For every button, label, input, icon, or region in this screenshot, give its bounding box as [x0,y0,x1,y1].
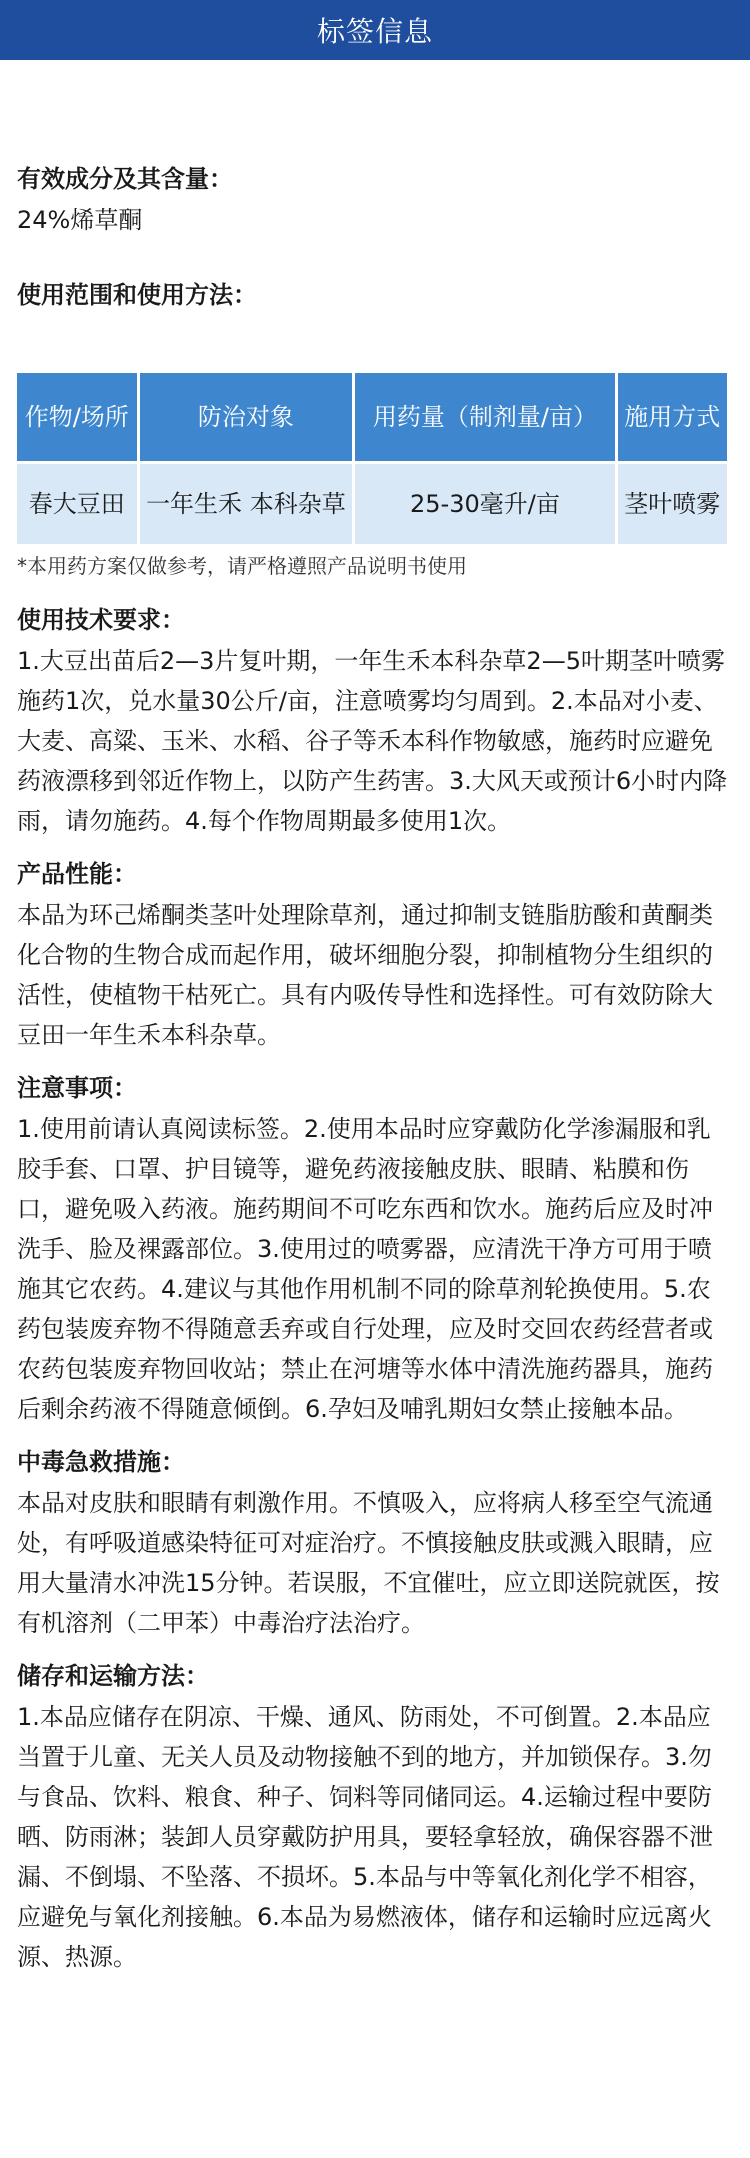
table-cell-target: 一年生禾 本科杂草 [140,464,353,544]
usage-table [14,370,730,547]
usage-title: 使用范围和使用方法： [17,281,257,309]
table-row [17,464,727,544]
storage-text: 1.本品应储存在阴凉、干燥、通风、防雨处，不可倒置。2.本品应当置于儿童、无关人员及动物接触不到的地方，并加锁保存。3.勿与食品、饮料、粮食、种子、饲料等同储同运。4.运输过程中要防晒、防雨淋；装卸人员穿戴防护用具，要轻拿轻放，确保容器不泄漏、不倒塌、不坠落、不损坏。5.本品与中等氧化剂化学不相容，应避免与氧化剂接触。6.本品为易燃液体，储存和运输时应远离火源、热源。 [17,1703,713,1971]
first-aid-text: 本品对皮肤和眼睛有刺激作用。不慎吸入，应将病人移至空气流通处，有呼吸道感染特征可对症治疗。不慎接触皮肤或溅入眼睛，应用大量清水冲洗15分钟。若误服，不宜催吐，应立即送院就医，按有机溶剂（二甲苯）中毒治疗法治疗。 [17,1489,720,1637]
storage-title: 储存和运输方法： [17,1662,209,1690]
usage-table-wrapper [17,370,733,547]
table-header-dosage: 用药量（制剂量/亩） [355,373,614,461]
performance-text: 本品为环己烯酮类茎叶处理除草剂，通过抑制支链脂肪酸和黄酮类化合物的生物合成而起作用，破坏细胞分裂，抑制植物分生组织的活性，使植物干枯死亡。具有内吸传导性和选择性。可有效防除大豆田一年生禾本科杂草。 [17,901,713,1049]
table-cell-crop: 春大豆田 [17,464,137,544]
table-cell-method: 茎叶喷雾 [618,464,727,544]
first-aid-title: 中毒急救措施： [17,1448,185,1476]
table-header-target: 防治对象 [140,373,353,461]
table-header-method: 施用方式 [618,373,727,461]
precautions-text: 1.使用前请认真阅读标签。2.使用本品时应穿戴防化学渗漏服和乳胶手套、口罩、护目镜等，避免药液接触皮肤、眼睛、粘膜和伤口，避免吸入药液。施药期间不可吃东西和饮水。施药后应及时冲洗手、脸及裸露部位。3.使用过的喷雾器，应清洗干净方可用于喷施其它农药。4.建议与其他作用机制不同的除草剂轮换使用。5.农药包装废弃物不得随意丢弃或自行处理，应及时交回农药经营者或农药包装废弃物回收站；禁止在河塘等水体中清洗施药器具，施药后剩余药液不得随意倾倒。6.孕妇及哺乳期妇女禁止接触本品。 [17,1115,713,1423]
ingredients-value: 24%烯草酮 [17,206,143,234]
ingredients-title: 有效成分及其含量： [17,165,233,193]
technical-text: 1.大豆出苗后2—3片复叶期，一年生禾本科杂草2—5叶期茎叶喷雾施药1次，兑水量30公斤/亩，注意喷雾均匀周到。2.本品对小麦、大麦、高粱、玉米、水稻、谷子等禾本科作物敏感，施药时应避免药液漂移到邻近作物上，以防产生药害。3.大风天或预计6小时内降雨，请勿施药。4.每个作物周期最多使用1次。 [17,647,728,835]
usage-note: *本用药方案仅做参考，请严格遵照产品说明书使用 [17,554,467,578]
precautions-title: 注意事项： [17,1074,137,1102]
performance-title: 产品性能： [17,860,137,888]
page-title: 标签信息 [316,15,433,48]
usage-table-header-row [17,373,727,461]
page-header [0,0,750,60]
table-header-crop: 作物/场所 [17,373,137,461]
table-cell-dosage: 25-30毫升/亩 [355,464,614,544]
label-content [0,162,750,1977]
technical-title: 使用技术要求： [17,606,185,634]
